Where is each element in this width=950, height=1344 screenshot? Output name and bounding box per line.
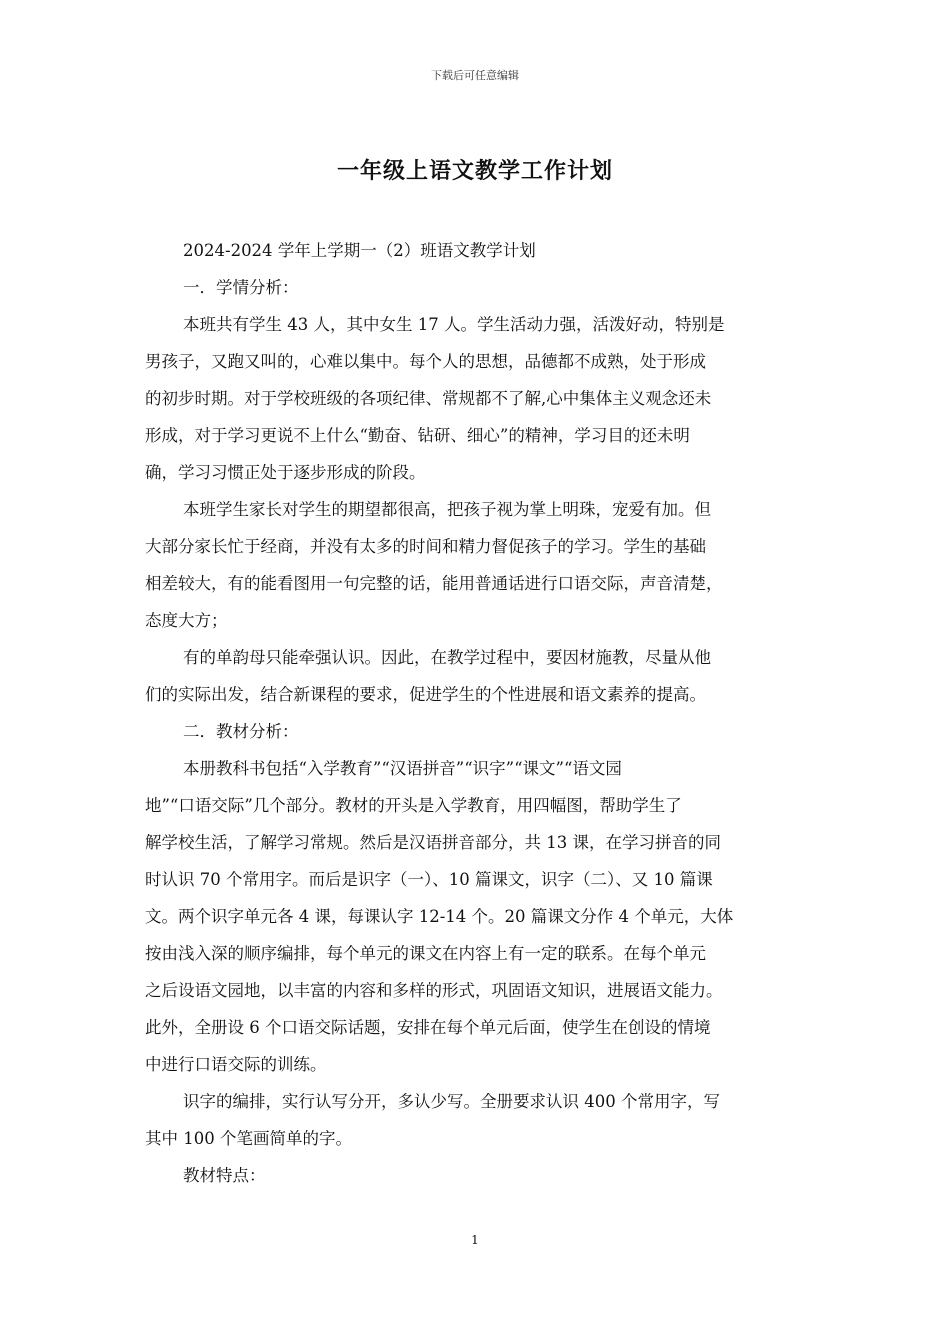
paragraph-line: 按由浅入深的顺序编排，每个单元的课文在内容上有一定的联系。在每个单元 <box>145 944 706 963</box>
subtitle-line: 2024-2024 学年上学期一（2）班语文教学计划 <box>183 241 536 260</box>
paragraph-line: 此外，全册设 6 个口语交际话题，安排在每个单元后面，使学生在创设的情境 <box>145 1018 711 1037</box>
paragraph-line: 们的实际出发，结合新课程的要求，促进学生的个性进展和语文素养的提高。 <box>145 685 706 704</box>
section-heading: 教材特点： <box>183 1166 266 1185</box>
paragraph-line: 文。两个识字单元各 4 课，每课认字 12-14 个。20 篇课文分作 4 个单元，大体 <box>145 907 734 926</box>
paragraph-line: 有的单韵母只能牵强认识。因此，在教学过程中，要因材施教，尽量从他 <box>183 648 711 667</box>
document-body <box>145 232 825 1194</box>
paragraph-line: 男孩子，又跑又叫的，心难以集中。每个人的思想，品德都不成熟，处于形成 <box>145 352 706 371</box>
paragraph-line: 本册教科书包括“入学教育”“汉语拼音”“识字”“课文”“语文园 <box>183 759 622 778</box>
paragraph-line: 之后设语文园地，以丰富的内容和多样的形式，巩固语文知识，进展语文能力。 <box>145 981 723 1000</box>
paragraph-line: 的初步时期。对于学校班级的各项纪律、常规都不了解,心中集体主义观念还未 <box>145 389 712 408</box>
section-heading: 二．教材分析： <box>183 722 299 741</box>
document-title: 一年级上语文教学工作计划 <box>336 158 613 184</box>
paragraph-line: 相差较大，有的能看图用一句完整的话，能用普通话进行口语交际，声音清楚， <box>145 574 723 593</box>
header-note: 下载后可任意编辑 <box>431 69 519 82</box>
paragraph-line: 本班共有学生 43 人，其中女生 17 人。学生活动力强，活泼好动，特别是 <box>183 315 725 334</box>
paragraph-line: 确，学习习惯正处于逐步形成的阶段。 <box>145 463 426 482</box>
paragraph-line: 中进行口语交际的训练。 <box>145 1055 327 1074</box>
paragraph-line: 态度大方； <box>145 611 228 630</box>
paragraph-line: 解学校生活，了解学习常规。然后是汉语拼音部分，共 13 课，在学习拼音的同 <box>145 833 721 852</box>
paragraph-line: 本班学生家长对学生的期望都很高，把孩子视为掌上明珠，宠爱有加。但 <box>183 500 711 519</box>
paragraph-line: 时认识 70 个常用字。而后是识字（一）、10 篇课文，识字（二）、又 10 篇课 <box>145 870 713 889</box>
paragraph-line: 其中 100 个笔画简单的字。 <box>145 1129 352 1148</box>
paragraph-line: 地”“口语交际”几个部分。教材的开头是入学教育，用四幅图，帮助学生了 <box>145 796 682 815</box>
paragraph-line: 大部分家长忙于经商，并没有太多的时间和精力督促孩子的学习。学生的基础 <box>145 537 706 556</box>
section-heading: 一．学情分析： <box>183 278 299 297</box>
paragraph-line: 识字的编排，实行认写分开，多认少写。全册要求认识 400 个常用字，写 <box>183 1092 720 1111</box>
page-number: 1 <box>471 1233 479 1247</box>
paragraph-line: 形成，对于学习更说不上什么“勤奋、钻研、细心”的精神，学习目的还未明 <box>145 426 690 445</box>
